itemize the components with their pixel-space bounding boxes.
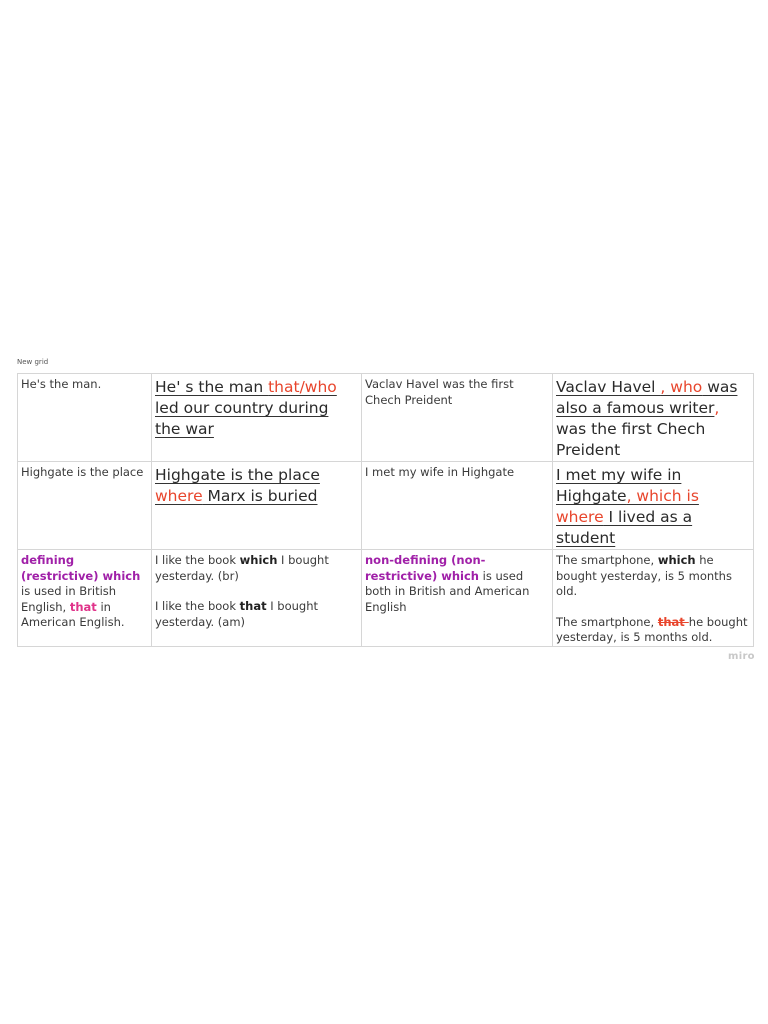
example-correct: The smartphone, which he bought yesterday, is 5 months old. [556, 553, 732, 598]
example-british: I like the book which I bought yesterday. (br) [155, 553, 329, 583]
cell-text: Highgate is the place [21, 465, 144, 479]
grid-cell[interactable] [18, 550, 152, 647]
grid-cell[interactable] [152, 550, 362, 647]
cell-text: He' s the man that/who led our country during the war [155, 378, 337, 438]
table-row [18, 462, 754, 550]
grid-cell[interactable] [362, 550, 553, 647]
example-incorrect: The smartphone, that he bought yesterday, is 5 months old. [556, 614, 748, 644]
grid-cell[interactable] [362, 462, 553, 550]
cell-text: He's the man. [21, 377, 102, 391]
grid-cell[interactable] [553, 462, 754, 550]
cell-text: non-defining (non-restrictive) which is used both in British and American English [365, 553, 530, 614]
table-row [18, 550, 754, 647]
grid-cell[interactable] [553, 374, 754, 462]
grid-table[interactable] [17, 373, 754, 647]
grid-cell[interactable] [18, 374, 152, 462]
struck-word: that [657, 614, 689, 629]
grid-cell[interactable] [18, 462, 152, 550]
cell-text: I met my wife in Highgate, which is where I lived as a student [556, 466, 699, 547]
cell-text: I met my wife in Highgate [365, 465, 515, 479]
miro-watermark: miro [728, 651, 755, 662]
cell-text: Vaclav Havel , who was also a famous writer, was the first Chech Preident [556, 378, 738, 459]
cell-text: Vaclav Havel was the first Chech Preident [365, 377, 514, 407]
example-american: I like the book that I bought yesterday. (am) [155, 599, 319, 629]
grid-cell[interactable] [152, 462, 362, 550]
grid-cell[interactable] [362, 374, 553, 462]
cell-text: defining (restrictive) which is used in British English, that in American English. [21, 553, 141, 629]
table-row [18, 374, 754, 462]
frame-label[interactable]: New grid [17, 358, 49, 366]
grid-cell[interactable] [152, 374, 362, 462]
grid-cell[interactable] [553, 550, 754, 647]
cell-text: Highgate is the place where Marx is buried [155, 466, 320, 505]
